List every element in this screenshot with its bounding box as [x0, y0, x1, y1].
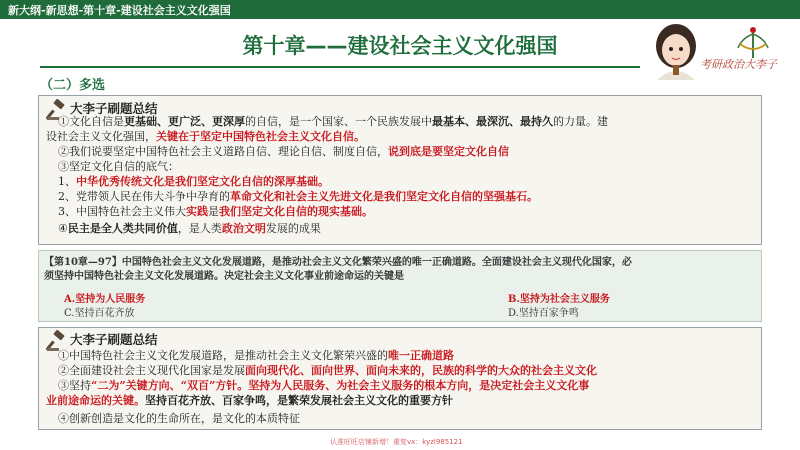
bold-segment: 最基本、最深沉、最持久 [432, 115, 553, 128]
page-title: 第十章——建设社会主义文化强国 [242, 34, 558, 58]
text-segment: 1、 [58, 175, 76, 188]
summary1-line-1 [58, 115, 608, 128]
highlight-segment: 中华优秀传统文化是我们坚定文化自信的深厚基础。 [76, 175, 329, 188]
bold-segment: 更基础、更广泛、更深厚 [124, 115, 245, 128]
text-segment: 3、中国特色社会主义伟大 [58, 205, 186, 218]
option-c[interactable]: C.坚持百花齐放 [64, 308, 135, 319]
text-segment: 发展的成果 [265, 222, 321, 235]
avatar [645, 18, 707, 80]
text-segment: 的自信，是一个国家、一个民族发展中 [245, 115, 432, 128]
summary1-line-6 [58, 190, 538, 203]
text-segment: 设社会主义文化强国， [46, 130, 156, 143]
summary1-line-3 [58, 145, 509, 158]
summary2-line-2 [58, 364, 597, 377]
bold-segment: 民主是全人类共同价值 [67, 222, 178, 235]
summary1-line-5 [58, 175, 329, 188]
text-segment: ③坚定文化自信的底气： [58, 160, 179, 173]
highlight-segment: 唯一正确道路 [388, 349, 454, 362]
bold-segment: 坚持百花齐放、百家争鸣，是繁荣发展社会主义文化的重要方针 [145, 394, 453, 407]
text-segment: ②我们说要坚定中国特色社会主义道路自信、理论自信、制度自信， [58, 145, 388, 158]
summary2-line-5 [58, 412, 300, 425]
highlight-segment: 说到底是要坚定文化自信 [388, 145, 509, 158]
text-segment: 的力量。建 [553, 115, 608, 128]
text-segment: 2、党带领人民在伟大斗争中孕育的 [58, 190, 230, 203]
text-segment: 是 [208, 205, 219, 218]
text-segment: ①文化自信是 [58, 115, 124, 128]
text-segment: ④创新创造是文化的生命所在，是文化的本质特征 [58, 412, 300, 425]
option-a[interactable]: A.坚持为人民服务 [64, 294, 146, 305]
summary-title-2: 大李子刷题总结 [70, 332, 158, 347]
highlight-segment: 政治文明 [221, 222, 266, 235]
highlight-segment: 关键在于坚定中国特色社会主义文化自信。 [156, 130, 365, 143]
highlight-segment: 业前途命运的关键。 [46, 394, 145, 407]
section-label: （二）多选 [40, 78, 106, 93]
logo-text: 考研政治大李子 [700, 58, 777, 71]
title-divider [40, 66, 640, 68]
text-segment: ①中国特色社会主义文化发展道路，是推动社会主义文化繁荣兴盛的 [58, 349, 388, 362]
question-line-1: 【第10章—97】中国特色社会主义文化发展道路，是推动社会主义文化繁荣兴盛的唯一正确道路。全面建设社会主义现代化国家，必 [44, 257, 632, 268]
highlight-segment: “二为”关键方向、“双百”方针。坚持为人民服务、为社会主义服务的根本方向，是决定社会主义文化事 [91, 379, 590, 392]
summary2-line-3 [58, 379, 589, 392]
option-b[interactable]: B.坚持为社会主义服务 [508, 294, 610, 305]
watermark: 认准旺旺店铺新增！重复vx：kyzl985121 [330, 438, 463, 446]
option-d[interactable]: D.坚持百家争鸣 [508, 308, 579, 319]
top-bar [0, 0, 800, 19]
summary-title-1: 大李子刷题总结 [70, 101, 158, 116]
highlight-segment: 革命文化和社会主义先进文化 [230, 190, 373, 203]
summary1-line-8 [58, 222, 321, 235]
breadcrumb: 新大纲-新思想-第十章-建设社会主义文化强国 [8, 4, 231, 17]
summary1-line-7 [58, 205, 373, 218]
summary1-line-4 [58, 160, 179, 173]
question-line-2: 须坚持中国特色社会主义文化发展道路。决定社会主义文化事业前途命运的关键是 [44, 271, 404, 282]
text-segment: ③坚持 [58, 379, 91, 392]
text-segment: ④ [58, 222, 68, 235]
highlight-segment: 面向现代化、面向世界、面向未来的，民族的科学的大众的社会主义文化 [245, 364, 597, 377]
summary2-line-4 [46, 394, 453, 407]
highlight-segment: 实践 [186, 205, 208, 218]
summary1-line-2 [46, 130, 365, 143]
text-segment: ②全面建设社会主义现代化国家是发展 [58, 364, 245, 377]
highlight-segment: 是我们坚定文化自信的坚强基石。 [373, 190, 538, 203]
text-segment: ，是人类 [177, 222, 222, 235]
highlight-segment: 我们坚定文化自信的现实基础。 [219, 205, 373, 218]
summary2-line-1 [58, 349, 454, 362]
